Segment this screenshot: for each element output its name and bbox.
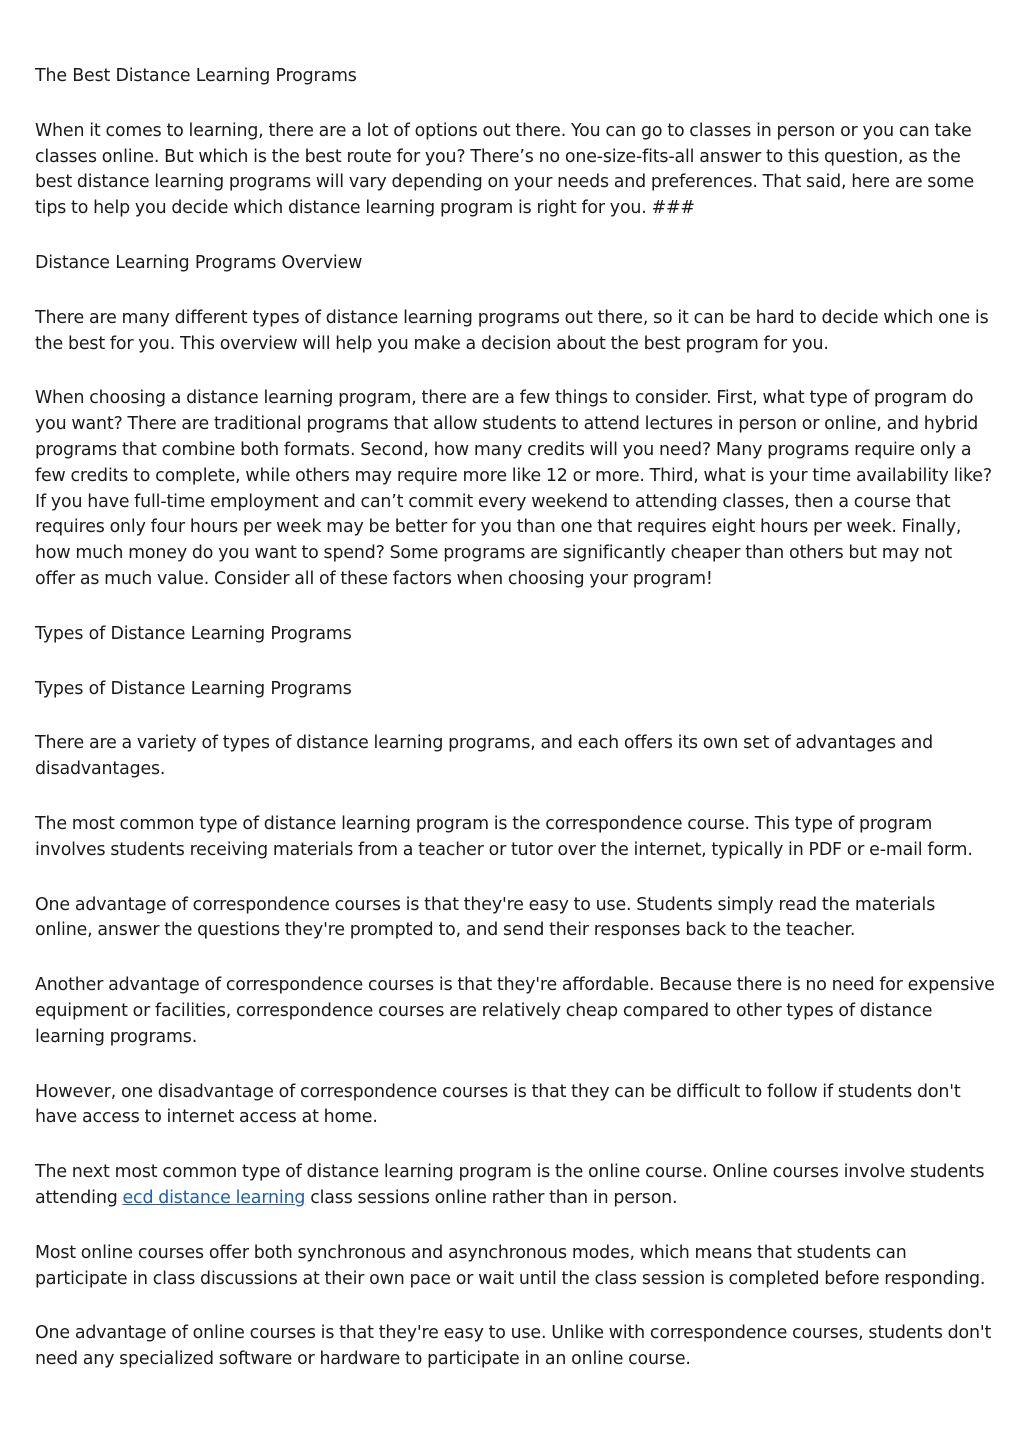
ecd-distance-learning-link[interactable]: ecd distance learning [122, 1187, 306, 1208]
paragraph-6-text-after: class sessions online rather than in person. [305, 1187, 678, 1208]
types-paragraph-1: There are a variety of types of distance learning programs, and each offers its own set of advantages and disadvantages. [35, 733, 934, 780]
types-paragraph-4: Another advantage of correspondence courses is that they're affordable. Because there is no need for expensive equipment or facilities, correspondence courses are relatively cheap compared to other types of distance learning programs. [35, 975, 995, 1047]
types-paragraph-8: One advantage of online courses is that they're easy to use. Unlike with correspondence courses, students don't need any specialized software or hardware to participate in an online course. [35, 1323, 992, 1370]
paragraph-6-text-before: The next most common type of distance learning program is the online course. Online courses involve students attending [35, 1162, 985, 1208]
section-heading-types: Types of Distance Learning Programs [35, 623, 352, 644]
intro-paragraph: When it comes to learning, there are a lot of options out there. You can go to classes in person or you can take classes online. But which is the best route for you? There’s no one-size-fits-all answer to this question, as the best distance learning programs will vary depending on your needs and preferences. That said, here are some tips to help you decide which distance learning program is right for you. ### [35, 120, 975, 219]
overview-paragraph-2: When choosing a distance learning program, there are a few things to consider. First, what type of program do you want? There are traditional programs that allow students to attend lectures in person or online, and hybrid programs that combine both formats. Second, how many credits will you need? Many programs require only a few credits to complete, while others may require more like 12 or more. Third, what is your time availability like? If you have full-time employment and can’t commit every weekend to attending classes, then a course that requires only four hours per week may be better for you than one that requires eight hours per week. Finally, how much money do you want to spend? Some programs are significantly cheaper than others but may not offer as much value. Consider all of these factors when choosing your program! [35, 388, 992, 589]
types-paragraph-5: However, one disadvantage of correspondence courses is that they can be difficult to follow if students don't have access to internet access at home. [35, 1081, 961, 1128]
types-paragraph-7: Most online courses offer both synchronous and asynchronous modes, which means that students can participate in class discussions at their own pace or wait until the class session is completed before responding. [35, 1242, 986, 1289]
section-heading-overview: Distance Learning Programs Overview [35, 252, 363, 273]
types-paragraph-3: One advantage of correspondence courses is that they're easy to use. Students simply read the materials online, answer the questions they're prompted to, and send their responses back to the teacher. [35, 894, 936, 941]
document-title: The Best Distance Learning Programs [35, 66, 357, 86]
section-subheading-types: Types of Distance Learning Programs [35, 678, 352, 699]
document-page [35, 64, 995, 1402]
overview-paragraph-1: There are many different types of distance learning programs out there, so it can be hard to decide which one is the best for you. This overview will help you make a decision about the best program for you. [35, 307, 989, 354]
types-paragraph-6 [35, 1160, 995, 1212]
types-paragraph-2: The most common type of distance learning program is the correspondence course. This type of program involves students receiving materials from a teacher or tutor over the internet, typically in PDF or e-mail form. [35, 813, 973, 860]
